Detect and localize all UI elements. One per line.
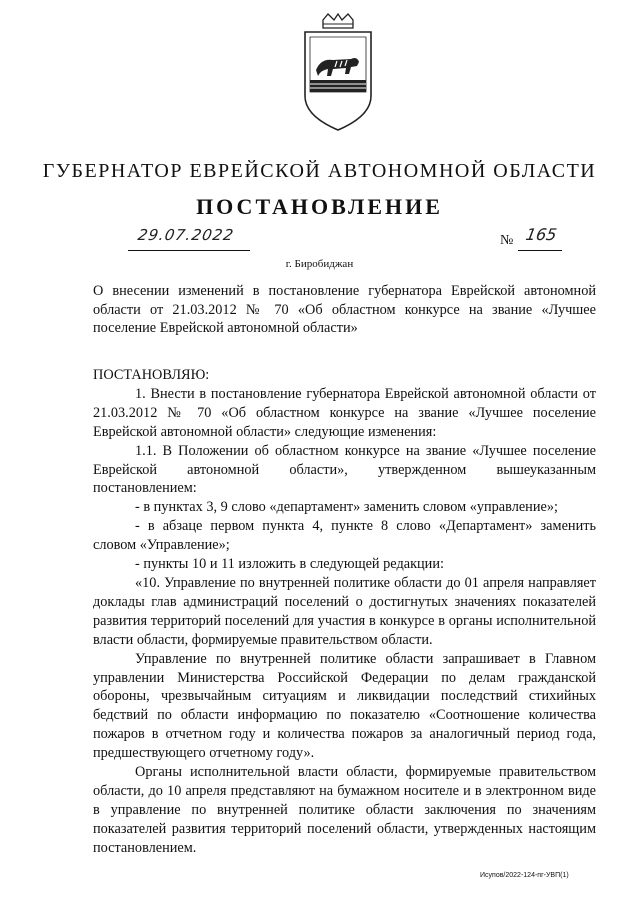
number-label: №: [500, 233, 514, 248]
preamble: ПОСТАНОВЛЯЮ:: [93, 367, 210, 383]
document-number: 165: [524, 225, 559, 244]
city: г. Биробиджан: [285, 258, 354, 270]
paragraph: Органы исполнительной власти области, формируемые правительством области, до 10 апреля представляют на бумажном носителе и в электронном виде в управление по внутренней политике области заключения по значениям показателей развития территорий поселений области, утвержденных настоящим постановлением.: [93, 764, 596, 856]
paragraph: «10. Управление по внутренней политике области до 01 апреля направляет доклады глав администраций поселений о достигнутых значениях показателей развития территорий поселений для участия в конкурсе в органы исполнительной власти области, формируемые правительством области.: [93, 574, 596, 648]
paragraph: - пункты 10 и 11 изложить в следующей редакции:: [135, 556, 444, 573]
document-subject: О внесении изменений в постановление губернатора Еврейской автономной области от 21.03.2012 № 70 «Об областном конкурсе на звание «Лучшее поселение Еврейской автономной области»: [93, 283, 596, 336]
paragraph: Управление по внутренней политике области запрашивает в Главном управлении Министерства Российской Федерации по делам гражданской обороны, чрезвычайным ситуациям и ликвидации последствий стихийных бедствий по области информацию по показателю «Соотношение количества пожаров в отчетном году и количества пожаров за аналогичный период года, предшествующего отчетному году».: [93, 650, 596, 762]
document-type: ПОСТАНОВЛЕНИЕ: [196, 194, 443, 219]
coat-of-arms-icon: [301, 12, 375, 134]
document-date: 29.07.2022: [136, 226, 236, 244]
document-body: [93, 366, 596, 858]
paragraph: - в пунктах 3, 9 слово «департамент» заменить словом «управление»;: [135, 499, 558, 516]
footer-code: Исупов/2022-124-пг-УВП(1): [480, 872, 569, 879]
paragraph: - в абзаце первом пункта 4, пункте 8 слово «Департамент» заменить словом «Управление»;: [93, 518, 596, 554]
paragraph: 1. Внести в постановление губернатора Еврейской автономной области от 21.03.2012 № 70 «Об областном конкурсе на звание «Лучшее поселение Еврейской автономной области» следующие изменения:: [93, 385, 596, 440]
authority-title: ГУБЕРНАТОР ЕВРЕЙСКОЙ АВТОНОМНОЙ ОБЛАСТИ: [42, 160, 597, 182]
paragraph: 1.1. В Положении об областном конкурсе на звание «Лучшее поселение Еврейской автономной области», утвержденном вышеуказанным постановлением:: [93, 442, 596, 497]
